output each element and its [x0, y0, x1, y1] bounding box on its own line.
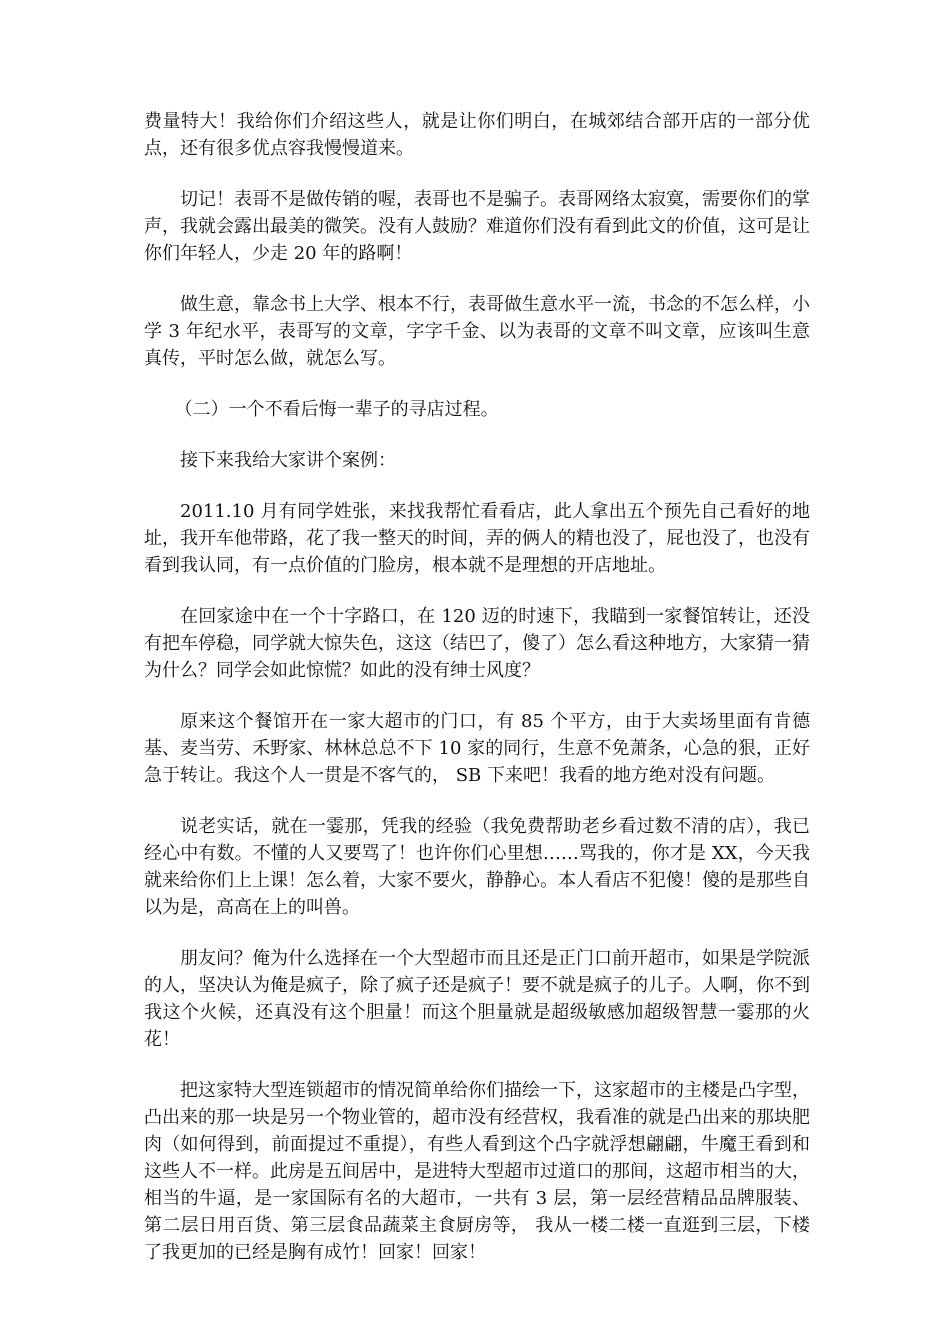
- paragraph-1: 费量特大！我给你们介绍这些人，就是让你们明白，在城郊结合部开店的一部分优点，还有很多优点容我慢慢道来。: [144, 111, 810, 159]
- paragraph-6: 2011.10 月有同学姓张，来找我帮忙看看店，此人拿出五个预先自己看好的地址，我开车他带路，花了我一整天的时间，弄的俩人的精也没了，屁也没了，也没有看到我认同，有一点价值的门脸房，根本就不是理想的开店地址。: [144, 501, 810, 576]
- paragraph-5: 接下来我给大家讲个案例：: [180, 450, 396, 471]
- article-body: [144, 108, 810, 1290]
- paragraph-7: 在回家途中在一个十字路口，在 120 迈的时速下，我瞄到一家餐馆转让，还没有把车停稳，同学就大惊失色，这这（结巴了，傻了）怎么看这种地方，大家猜一猜为什么？同学会如此惊慌？如此的没有绅士风度？: [144, 606, 810, 681]
- paragraph-11: 把这家特大型连锁超市的情况简单给你们描绘一下，这家超市的主楼是凸字型，凸出来的那一块是另一个物业管的，超市没有经营权，我看准的就是凸出来的那块肥肉（如何得到，前面提过不重提），有些人看到这个凸字就浮想翩翩，牛魔王看到和这些人不一样。此房是五间居中，是进特大型超市过道口的那间，这超市相当的大，相当的牛逼，是一家国际有名的大超市，一共有 3 层，第一层经营精品品牌服装、第二层日用百货、第三层食品蔬菜主食厨房等， 我从一楼二楼一直逛到三层，下楼了我更加的已经是胸有成竹！回家！回家！: [144, 1080, 810, 1263]
- paragraph-9: 说老实话，就在一霎那，凭我的经验（我免费帮助老乡看过数不清的店），我已经心中有数。不懂的人又要骂了！也许你们心里想……骂我的，你才是 XX，今天我就来给你们上上课！怎么着，大家不要火，静静心。本人看店不犯傻！傻的是那些自以为是，高高在上的叫兽。: [144, 816, 810, 918]
- section-heading: （二）一个不看后悔一辈子的寻店过程。: [174, 399, 499, 420]
- paragraph-8: 原来这个餐馆开在一家大超市的门口，有 85 个平方，由于大卖场里面有肯德基、麦当劳、禾野家、林林总总不下 10 家的同行，生意不免萧条，心急的狠，正好急于转让。我这个人一贯是不客气的， SB 下来吧！我看的地方绝对没有问题。: [144, 711, 810, 786]
- paragraph-3: 做生意，靠念书上大学、根本不行，表哥做生意水平一流，书念的不怎么样，小学 3 年纪水平，表哥写的文章，字字千金、以为表哥的文章不叫文章，应该叫生意真传，平时怎么做，就怎么写。: [144, 294, 810, 369]
- paragraph-2: 切记！表哥不是做传销的喔，表哥也不是骗子。表哥网络太寂寞，需要你们的掌声，我就会露出最美的微笑。没有人鼓励？难道你们没有看到此文的价值，这可是让你们年轻人，少走 20 年的路啊！: [144, 189, 810, 264]
- paragraph-10: 朋友问？俺为什么选择在一个大型超市而且还是正门口前开超市，如果是学院派的人，坚决认为俺是疯子，除了疯子还是疯子！要不就是疯子的儿子。人啊，你不到我这个火候，还真没有这个胆量！而这个胆量就是超级敏感加超级智慧一霎那的火花！: [144, 948, 810, 1050]
